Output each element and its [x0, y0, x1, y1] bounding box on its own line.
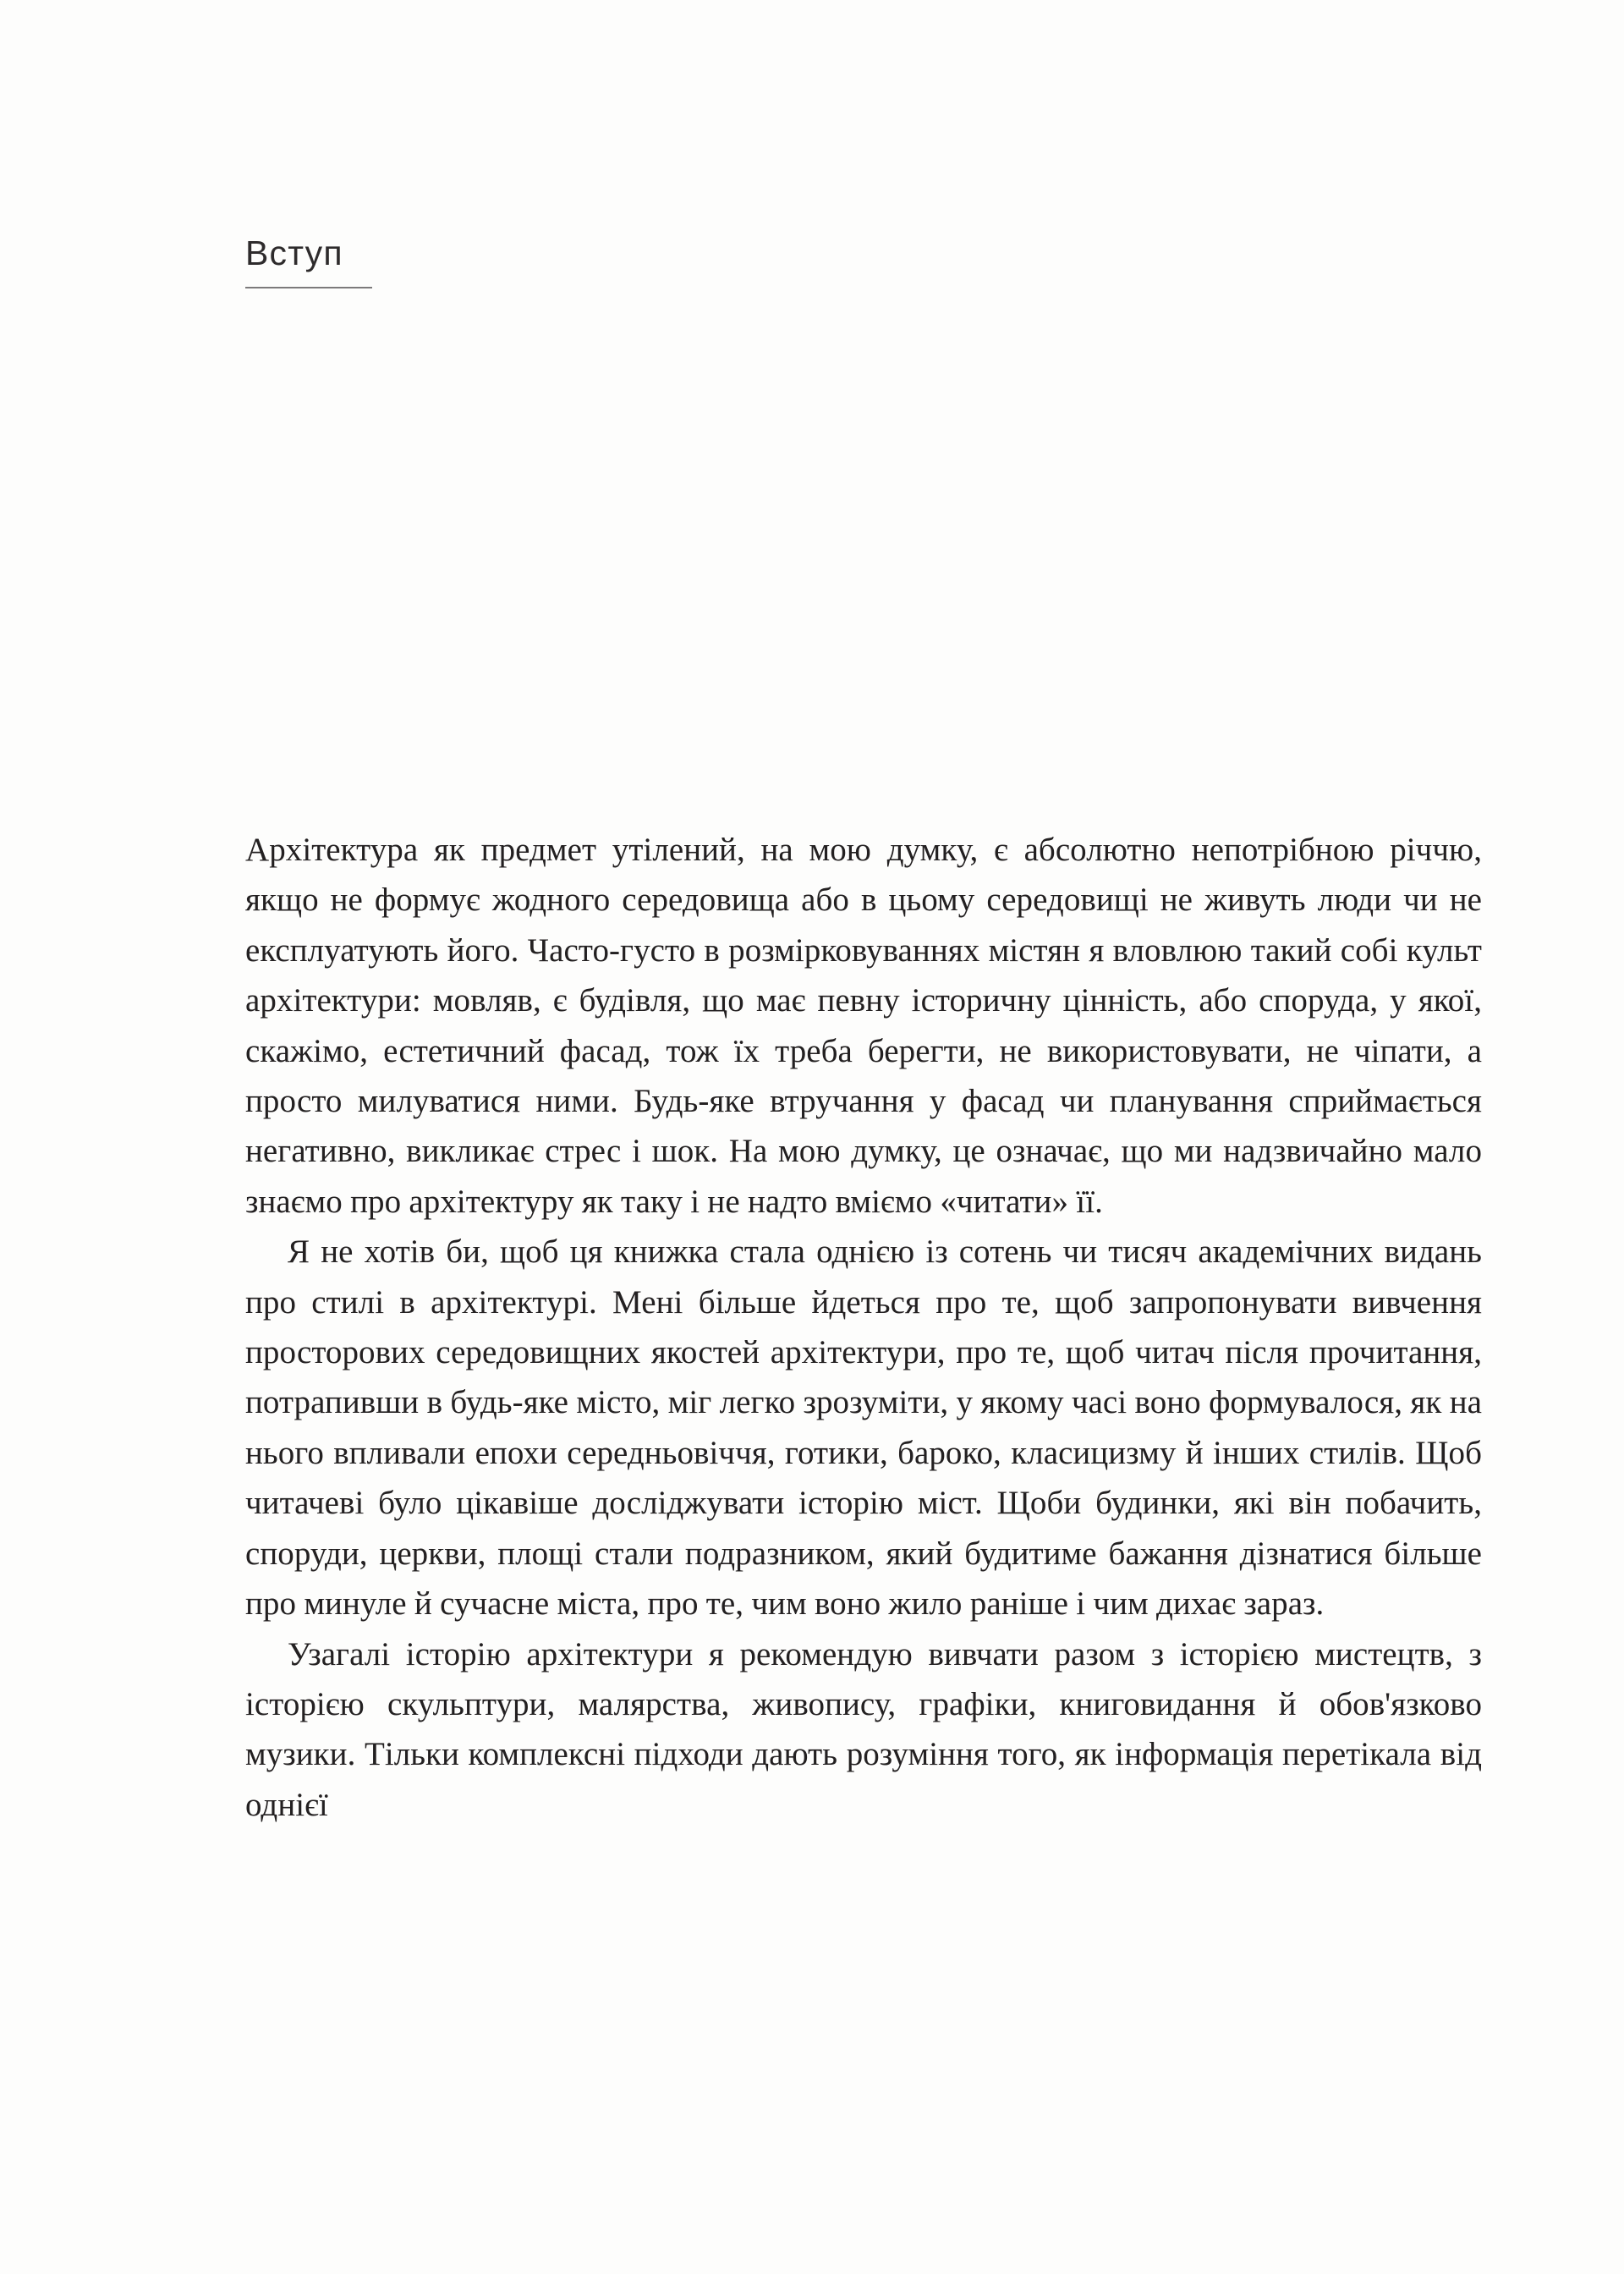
body-paragraph: Архітектура як предмет утілений, на мою думку, є абсолютно непотрібною річчю, якщо не формує жодного середовища або в цьому середовищі не живуть люди чи не експлуатують його. Часто-густо в розмірковуваннях містян я вловлюю такий собі культ архітектури: мовляв, є будівля, що має певну історичну цінність, або споруда, у якої, скажімо, естетичний фасад, тож їх треба берегти, не використовувати, не чіпати, а просто милуватися ними. Будь-яке втручання у фасад чи планування сприймається негативно, викликає стрес і шок. На мою думку, це означає, що ми надзвичайно мало знаємо про архітектуру як таку і не надто вміємо «читати» її.	[245, 832, 1482, 1220]
chapter-heading-block	[245, 235, 1007, 288]
page-title: Вступ	[245, 233, 343, 272]
heading-underline-rule	[245, 287, 372, 288]
body-paragraph: Я не хотів би, щоб ця книжка стала однією із сотень чи тисяч академічних видань про стилі в архітектурі. Мені більше йдеться про те, щоб запропонувати вивчення просторових середовищних якостей архітектури, про те, щоб читач після прочитання, потрапивши в будь-яке місто, міг легко зрозуміти, у якому часі воно формувалося, як на нього впливали епохи середньовіччя, готики, бароко, класицизму й інших стилів. Щоб читачеві було цікавіше досліджувати історію міст. Щоби будинки, які він побачить, споруди, церкви, площі стали подразником, який будитиме бажання дізнатися більше про минуле й сучасне міста, про те, чим воно жило раніше і чим дихає зараз.	[245, 1233, 1482, 1623]
body-paragraph: Узагалі історію архітектури я рекомендую вивчати разом з історією мистецтв, з історією скульптури, малярства, живопису, графіки, книговидання й обов'язково музики. Тільки комплексні підходи дають розуміння того, як інформація перетікала від однієї	[245, 1635, 1482, 1823]
body-text-column	[245, 825, 1482, 1830]
